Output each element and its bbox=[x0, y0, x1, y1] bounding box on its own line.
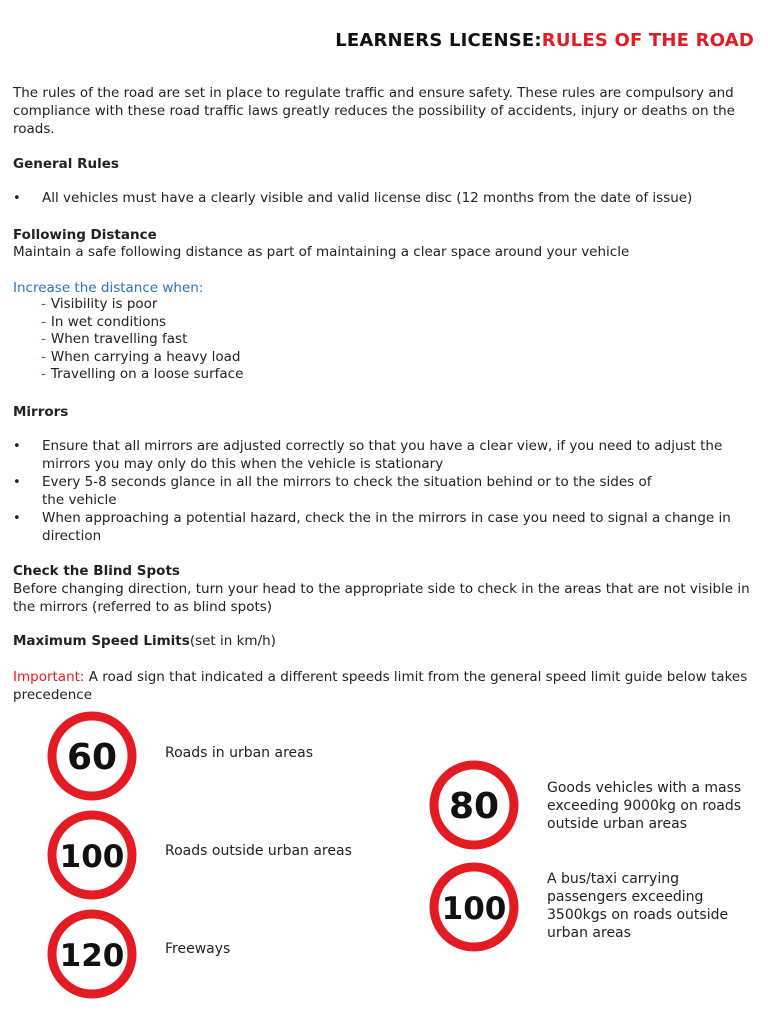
increase-distance-heading: Increase the distance when: bbox=[13, 280, 204, 296]
speed-limits-heading bbox=[13, 632, 753, 650]
speed-sign-120 bbox=[47, 909, 137, 999]
title-suffix: RULES OF THE ROAD bbox=[541, 30, 754, 51]
following-distance-text: Maintain a safe following distance as part of maintaining a clear space around your vehicle bbox=[13, 244, 630, 260]
svg-text:60: 60 bbox=[66, 737, 118, 778]
increase-distance-list bbox=[13, 296, 753, 384]
important-text: A road sign that indicated a different speeds limit from the general speed limit guide below takes precedence bbox=[13, 669, 748, 703]
general-rule-item: • All vehicles must have a clearly visible and valid license disc (12 months from the date of issue) bbox=[13, 190, 753, 208]
sign-description: Goods vehicles with a mass exceeding 9000kg on roads outside urban areas bbox=[547, 780, 742, 832]
speed-limits-unit: (set in km/h) bbox=[189, 633, 276, 649]
following-distance-heading: Following Distance bbox=[13, 227, 157, 243]
list-item: - Visibility is poor bbox=[41, 296, 158, 312]
mirror-item: • When approaching a potential hazard, check the in the mirrors in case you need to signal a change in direction bbox=[13, 510, 733, 545]
mirror-item: • Every 5-8 seconds glance in all the mirrors to check the situation behind or to the sides of the vehicle bbox=[13, 474, 733, 509]
blind-spots-heading: Check the Blind Spots bbox=[13, 563, 180, 579]
list-item: - When travelling fast bbox=[41, 331, 188, 347]
svg-text:100: 100 bbox=[59, 839, 125, 875]
speed-limit-sign-icon bbox=[47, 909, 137, 999]
intro-paragraph: The rules of the road are set in place to regulate traffic and ensure safety. These rules are compulsory and compliance with these road traffic laws greatly reduces the possibility of accidents, injury or deaths on the roads. bbox=[13, 85, 735, 137]
speed-sign-80 bbox=[429, 760, 519, 850]
list-item: - In wet conditions bbox=[41, 313, 167, 330]
speed-sign-100 bbox=[47, 810, 137, 900]
speed-sign-60 bbox=[47, 711, 137, 801]
mirrors-heading: Mirrors bbox=[13, 404, 69, 420]
speed-sign-100-bus bbox=[429, 862, 519, 952]
title-prefix: LEARNERS LICENSE: bbox=[335, 30, 542, 51]
general-rules-list bbox=[13, 190, 753, 209]
list-item: - Travelling on a loose surface bbox=[41, 366, 244, 382]
important-note bbox=[13, 668, 753, 704]
blind-spots-text: Before changing direction, turn your head to the appropriate side to check in the areas that are not visible in the mirrors (referred to as blind spots) bbox=[13, 581, 750, 615]
mirror-item: • Ensure that all mirrors are adjusted correctly so that you have a clear view, if you need to adjust the mirrors you may only do this when the vehicle is stationary bbox=[13, 438, 733, 473]
sign-description: A bus/taxi carrying passengers exceeding 3500kgs on roads outside urban areas bbox=[547, 871, 729, 941]
svg-text:120: 120 bbox=[59, 938, 125, 974]
speed-limit-sign-icon bbox=[429, 760, 519, 850]
mirrors-list bbox=[13, 438, 733, 546]
svg-text:100: 100 bbox=[441, 891, 507, 927]
sign-description: Freeways bbox=[165, 941, 231, 957]
speed-limit-sign-icon bbox=[47, 711, 137, 801]
svg-text:80: 80 bbox=[448, 786, 500, 827]
important-label: Important: bbox=[13, 669, 85, 685]
sign-description: Roads in urban areas bbox=[165, 745, 314, 761]
list-item: - When carrying a heavy load bbox=[41, 348, 241, 365]
page-title bbox=[335, 30, 754, 51]
speed-limits-title: Maximum Speed Limits bbox=[13, 633, 190, 649]
general-rules-heading: General Rules bbox=[13, 156, 119, 172]
speed-limit-sign-icon bbox=[429, 862, 519, 952]
sign-description: Roads outside urban areas bbox=[165, 843, 352, 859]
speed-limit-sign-icon bbox=[47, 810, 137, 900]
